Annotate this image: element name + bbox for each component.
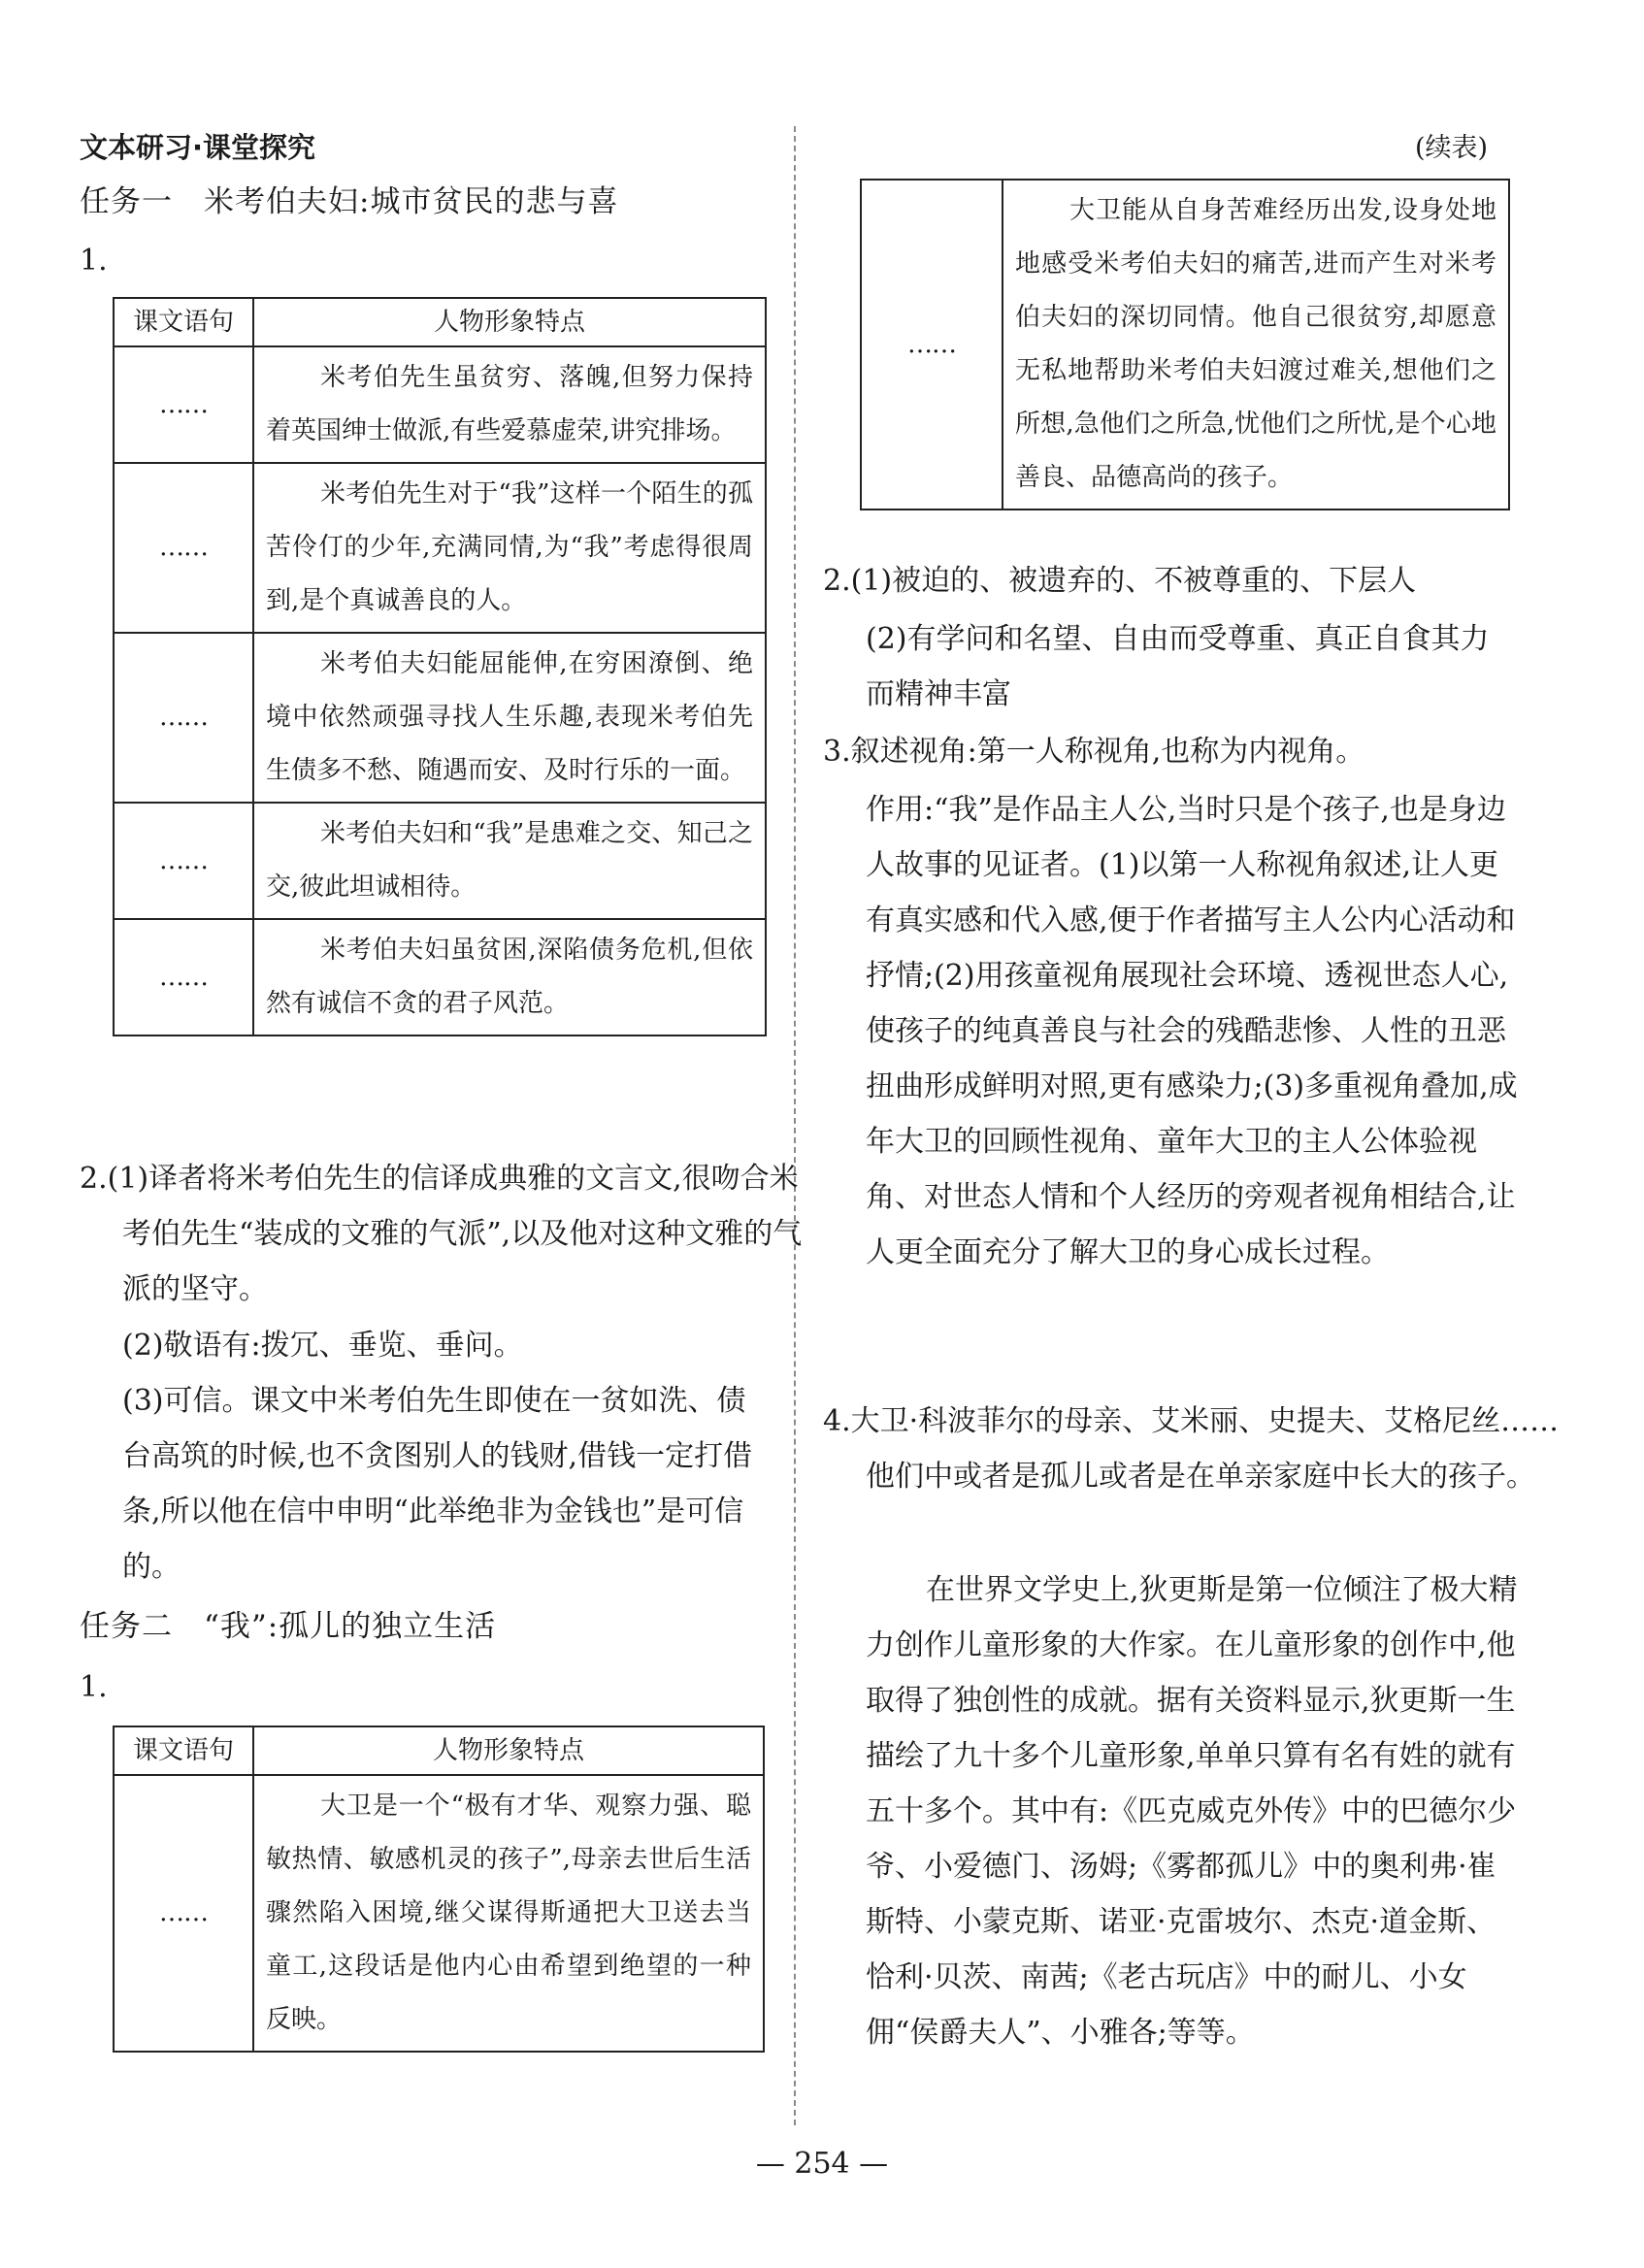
trait-cell: 米考伯夫妇和“我”是患难之交、知己之交,彼此坦诚相待。	[253, 803, 766, 919]
quote-cell: ……	[114, 463, 253, 633]
table-row	[114, 633, 766, 803]
quote-cell: ……	[114, 346, 253, 463]
quote-cell: ……	[114, 919, 253, 1035]
quote-cell: ……	[114, 633, 253, 803]
task2-table-continued	[860, 179, 1510, 510]
quote-cell: ……	[861, 180, 1003, 509]
page-number: — 254 —	[755, 2147, 889, 2181]
task2-table	[113, 1726, 765, 2053]
table-row	[114, 803, 766, 919]
task2-item4-2: 在世界文学史上,狄更斯是第一位倾注了极大精力创作儿童形象的大作家。在儿童形象的创作中,他取得了独创性的成就。据有关资料显示,狄更斯一生描绘了九十多个儿童形象,单单只算有名有姓的就有五十多个。其中有:《匹克威克外传》中的巴德尔少爷、小爱德门、汤姆;《雾都孤儿》中的奥利弗·崔斯特、小蒙克斯、诺亚·克雷坡尔、杰克·道金斯、恰利·贝茨、南茜;《老古玩店》中的耐儿、小女佣“侯爵夫人”、小雅各;等等。	[866, 1573, 1518, 2050]
table-header-row	[114, 1726, 764, 1775]
task2-item3-2: 作用:“我”是作品主人公,当时只是个孩子,也是身边人故事的见证者。(1)以第一人称视角叙述,让人更有真实感和代入感,便于作者描写主人公内心活动和抒情;(2)用孩童视角展现社会环境、透视世态人心,使孩子的纯真善良与社会的残酷悲惨、人性的丑恶扭曲形成鲜明对照,更有感染力;(3)多重视角叠加,成年大卫的回顾性视角、童年大卫的主人公体验视角、对世态人情和个人经历的旁观者视角相结合,让人更全面充分了解大卫的身心成长过程。	[866, 793, 1518, 1269]
task1-item2-1: 2.(1)译者将米考伯先生的信译成典雅的文言文,很吻合米考伯先生“装成的文雅的气派”,以及他对这种文雅的气派的坚守。	[80, 1162, 803, 1306]
column-divider	[794, 126, 796, 2125]
table-header: 课文语句	[114, 1726, 253, 1775]
continued-label: (续表)	[1415, 133, 1489, 163]
trait-cell: 米考伯夫妇虽贫困,深陷债务危机,但依然有诚信不贪的君子风范。	[253, 919, 766, 1035]
task2-item3-1: 3.叙述视角:第一人称视角,也称为内视角。	[823, 735, 1365, 769]
table-row	[114, 463, 766, 633]
trait-cell: 大卫是一个“极有才华、观察力强、聪敏热情、敏感机灵的孩子”,母亲去世后生活骤然陷入困境,继父谋得斯通把大卫送去当童工,这段话是他内心由希望到绝望的一种反映。	[253, 1775, 764, 2052]
task1-item2-2: (2)敬语有:拨冗、垂览、垂问。	[122, 1329, 523, 1363]
quote-cell: ……	[114, 803, 253, 919]
table-row	[114, 919, 766, 1035]
table-header-row	[114, 298, 766, 346]
table-row	[114, 1775, 764, 2052]
trait-cell: 大卫能从自身苦难经历出发,设身处地地感受米考伯夫妇的痛苦,进而产生对米考伯夫妇的深切同情。他自己很贫穷,却愿意无私地帮助米考伯夫妇渡过难关,想他们之所想,急他们之所急,忧他们之所忧,是个心地善良、品德高尚的孩子。	[1003, 180, 1509, 509]
table-row	[114, 346, 766, 463]
table-header: 人物形象特点	[253, 1726, 764, 1775]
task2-item1-num: 1.	[80, 1670, 108, 1704]
task2-title: 任务二 “我”:孤儿的独立生活	[80, 1609, 497, 1644]
trait-cell: 米考伯先生对于“我”这样一个陌生的孤苦伶仃的少年,充满同情,为“我”考虑得很周到,是个真诚善良的人。	[253, 463, 766, 633]
table-header: 人物形象特点	[253, 298, 766, 346]
section-title: 文本研习·课堂探究	[80, 131, 316, 164]
task1-item2-3: (3)可信。课文中米考伯先生即使在一贫如洗、债台高筑的时候,也不贪图别人的钱财,借钱一定打借条,所以他在信中申明“此举绝非为金钱也”是可信的。	[122, 1384, 753, 1584]
quote-cell: ……	[114, 1775, 253, 2052]
task1-item1-num: 1.	[80, 244, 108, 278]
table-header: 课文语句	[114, 298, 253, 346]
task2-item2-1: 2.(1)被迫的、被遗弃的、不被尊重的、下层人	[823, 564, 1417, 598]
trait-cell: 米考伯夫妇能屈能伸,在穷困潦倒、绝境中依然顽强寻找人生乐趣,表现米考伯先生债多不愁、随遇而安、及时行乐的一面。	[253, 633, 766, 803]
task2-item4-1: 4.大卫·科波菲尔的母亲、艾米丽、史提夫、艾格尼丝……他们中或者是孤儿或者是在单亲家庭中长大的孩子。	[823, 1404, 1560, 1494]
trait-cell: 米考伯先生虽贫穷、落魄,但努力保持着英国绅士做派,有些爱慕虚荣,讲究排场。	[253, 346, 766, 463]
table-row	[861, 180, 1509, 509]
task1-table	[113, 297, 767, 1036]
task2-item2-2: (2)有学问和名望、自由而受尊重、真正自食其力而精神丰富	[866, 622, 1490, 711]
task1-title: 任务一 米考伯夫妇:城市贫民的悲与喜	[80, 184, 619, 219]
